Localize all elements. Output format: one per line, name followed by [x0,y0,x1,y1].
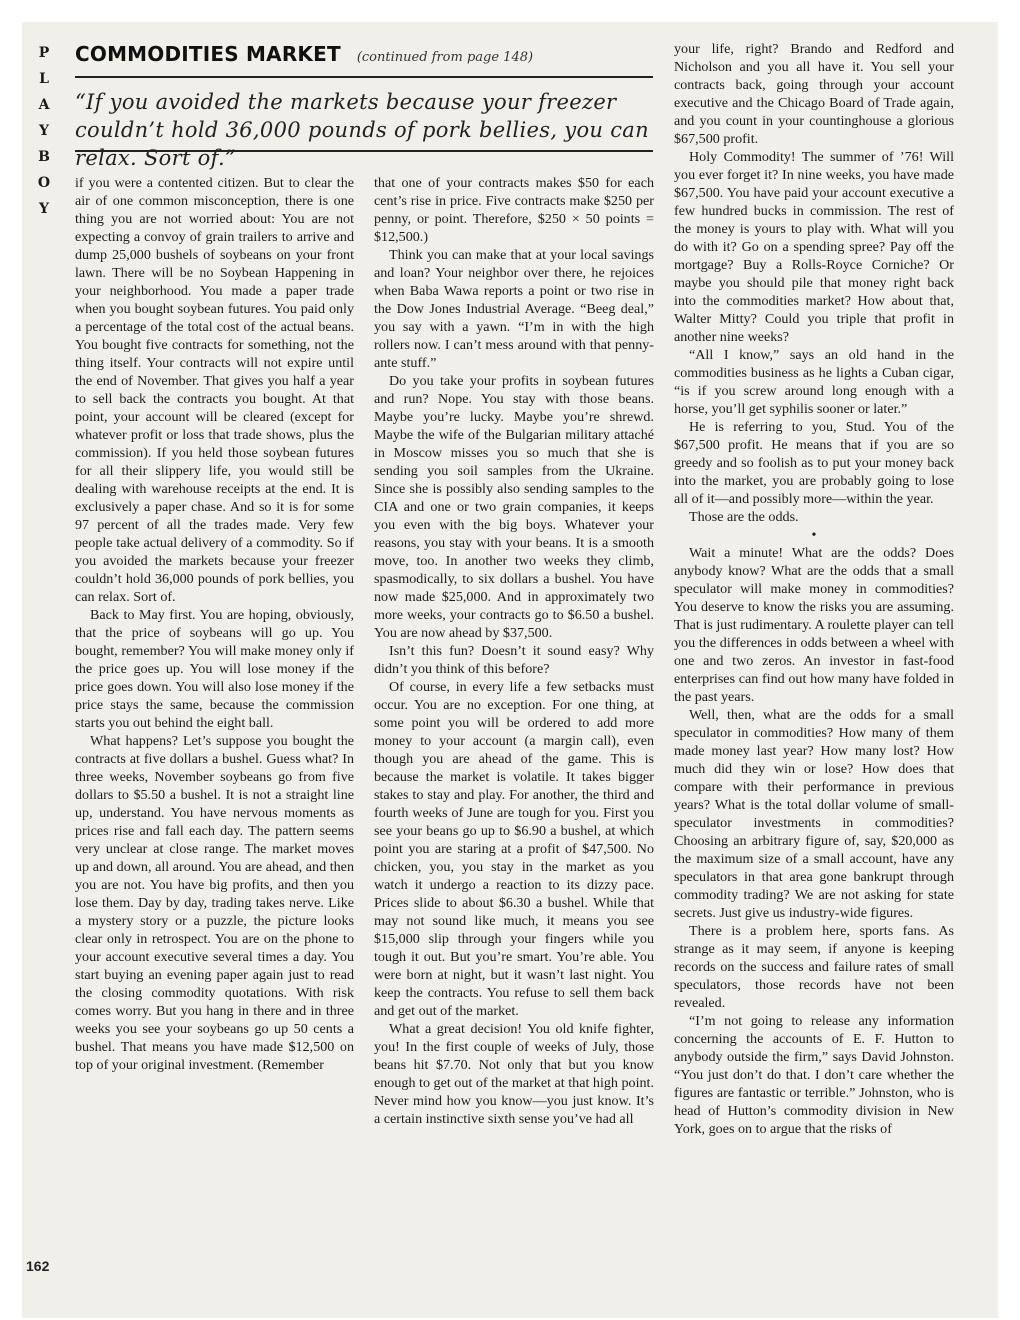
spine-letter: L [39,71,49,87]
article-title: COMMODITIES MARKET [75,42,341,66]
paragraph: Of course, in every life a few setbacks must occur. You are no exception. For one thing, at some point you will be ordered to add more money to your account (a margin call), even though you are ahead of the game. This is because the market is volatile. It takes bigger stakes to stay and play. For another, the third and fourth weeks of June are tough for you. First you see your beans go up to $6.90 a bushel, at which point you are staring at a profit of $47,500. No chicken, you, you stay in the market as you watch it undergo a reaction to its dizzy pace. Prices slide to about $6.30 a bushel. While that may not sound like much, it means you see $15,000 slip through your fingers while you tough it out. But you’re smart. You’re able. You were born at night, but it wasn’t last night. You keep the contracts. You refuse to sell them back and get out of the market. [374,679,654,1019]
paragraph: What a great decision! You old knife fighter, you! In the first couple of weeks of July, those beans hit $7.70. Not only that but you know enough to get out of the market at that high point. Never mind how you know—you just know. It’s a certain instinctive sixth sense you’ve had all [374,1021,654,1127]
spine-letter: P [38,45,50,61]
paragraph: Holy Commodity! The summer of ’76! Will you ever forget it? In nine weeks, you have made $67,500. You have paid your account executive a few hundred bucks in commission. The rest of the money is yours to play with. What will you do with it? Go on a spending spree? Pay off the mortgage? Buy a Rolls-Royce Corniche? Or maybe you should pile that money right back into the commodities market? How about that, Walter Mitty? Could you triple that profit in another nine weeks? [674,149,954,345]
spine-magazine-name [34,40,54,222]
page-number: 162 [26,1258,50,1274]
spine-letter: B [38,149,50,165]
paragraph: Isn’t this fun? Doesn’t it sound easy? Why didn’t you think of this before? [374,643,654,677]
paragraph: Think you can make that at your local savings and loan? Your neighbor over there, he rejoices when Baba Wawa reports a point or two rise in the Dow Jones Industrial Average. “Beeg deal,” you say with a yawn. “I’m in with the high rollers now. I can’t mess around with that penny-ante stuff.” [374,247,654,371]
paragraph: “I’m not going to release any information concerning the accounts of E. F. Hutton to anybody outside the firm,” says David Johnston. “You just don’t do that. I don’t care whether the figures are fantastic or terrible.” Johnston, who is head of Hutton’s commodity division in New York, goes on to argue that the risks of [674,1013,954,1137]
paragraph: your life, right? Brando and Redford and Nicholson and you all have it. You sell your contracts back, going through your account executive and the Chicago Board of Trade again, and you count in your countinghouse a glorious $67,500 profit. [674,41,954,147]
article-header [75,42,655,66]
spine-letter: O [37,175,51,191]
paragraph: Do you take your profits in soybean futures and run? Nope. You stay with those beans. Maybe you’re lucky. Maybe you’re shrewd. Maybe the wife of the Bulgarian military attaché in Moscow misses you so much that she is sending you soil samples from the Ukraine. Since she is possibly also sending samples to the CIA and one or two grain companies, it keeps you even with the big boys. Whatever your reasons, you stay with your beans. It is a smooth move, too. In another two weeks they climb, spasmodically, to six dollars a bushel. You have now made $25,000. And in approximately two more weeks, your contracts go to $6.50 a bushel. You are now ahead by $37,500. [374,373,654,641]
continued-note: (continued from page 148) [356,50,534,65]
section-break-bullet: • [811,527,817,543]
paragraph: There is a problem here, sports fans. As strange as it may seem, if anyone is keeping records on the success and failure rates of small speculators, those records have not been revealed. [674,923,954,1011]
spine-letter: A [38,97,50,113]
paragraph: Back to May first. You are hoping, obviously, that the price of soybeans will go up. You bought, remember? You will make money only if the price goes up. You will lose money if the price goes down. You will also lose money if the price stays the same, because the commission starts you out behind the eight ball. [75,607,354,731]
paragraph: “All I know,” says an old hand in the commodities business as he lights a Cuban cigar, “is if you screw around long enough with a horse, you’ll get syphilis sooner or later.” [674,347,954,417]
spine-letter: Y [39,201,49,217]
header-divider [75,76,653,78]
text-column-3 [674,40,954,1138]
paragraph: that one of your contracts makes $50 for each cent’s rise in price. Five contracts make $250 per penny, or point. Therefore, $250 × 50 points = $12,500.) [374,175,654,245]
pull-quote-divider [75,150,653,152]
text-column-1 [75,174,354,1074]
paragraph: Wait a minute! What are the odds? Does anybody know? What are the odds that a small speculator will make money in commodities? You deserve to know the risks you are assuming. That is just rudimentary. A roulette player can tell you the differences in odds between a wheel with one and two zeros. An investor in fast-food enterprises can find out how many have folded in the past years. [674,545,954,705]
paragraph: Well, then, what are the odds for a small speculator in commodities? How many of them made money last year? How many lost? How much did they win or lose? How does that compare with their performance in previous years? What is the total dollar volume of small-speculator investments in commodities? Choosing an arbitrary figure of, say, $20,000 as the maximum size of a small account, have any speculators in that area gone bankrupt through commodity trading? We are not asking for state secrets. Just give us industry-wide figures. [674,707,954,921]
pull-quote: “If you avoided the markets because your freezer couldn’t hold 36,000 pounds of pork bellies, you can relax. Sort of.” [75,90,649,170]
spine-letter: Y [39,123,49,139]
paragraph: He is referring to you, Stud. You of the $67,500 profit. He means that if you are so greedy and so foolish as to put your money back into the market, you are probably going to lose all of it—and possibly more—within the year. [674,419,954,507]
paragraph: Those are the odds. [689,509,799,525]
paragraph: if you were a contented citizen. But to clear the air of one common misconception, there is one thing you are not worried about: You are not expecting a convoy of grain trailers to arrive and dump 25,000 bushels of soybeans on your front lawn. There will be no Soybean Happening in your neighborhood. You made a paper trade when you bought soybean futures. You paid only a percentage of the total cost of the actual beans. You bought five contracts for something, not the thing itself. Your contracts will not expire until the end of November. That gives you half a year to sell back the contracts you bought. At that point, your account will be cleared (except for whatever profit or loss that trade shows, plus the commission). If you held those soybean futures for all their slippery life, you would still be dealing with warehouse receipts at the end. It is exclusively a paper chase. And so it is for some 97 percent of all the trades made. Very few people take actual delivery of a commodity. So if you avoided the markets because your freezer couldn’t hold 36,000 pounds of pork bellies, you can relax. Sort of. [75,175,354,605]
paragraph: What happens? Let’s suppose you bought the contracts at five dollars a bushel. Guess what? In three weeks, November soybeans go from five dollars to $5.50 a bushel. It is not a straight line up, understand. You have nervous moments as prices rise and fall each day. The pattern seems very unclear at close range. The market moves up and down, all around. You are ahead, and then you are not. You have big profits, and then you lose them. Day by day, trading takes nerve. Like a mystery story or a puzzle, the picture looks clear only in retrospect. You are on the phone to your account executive several times a day. You start buying an evening paper again just to read the closing commodity quotations. With risk comes worry. But you hang in there and in three weeks you see your soybeans go up 50 cents a bushel. That means you have made $12,500 on top of your original investment. (Remember [75,733,354,1073]
text-column-2 [374,174,654,1128]
